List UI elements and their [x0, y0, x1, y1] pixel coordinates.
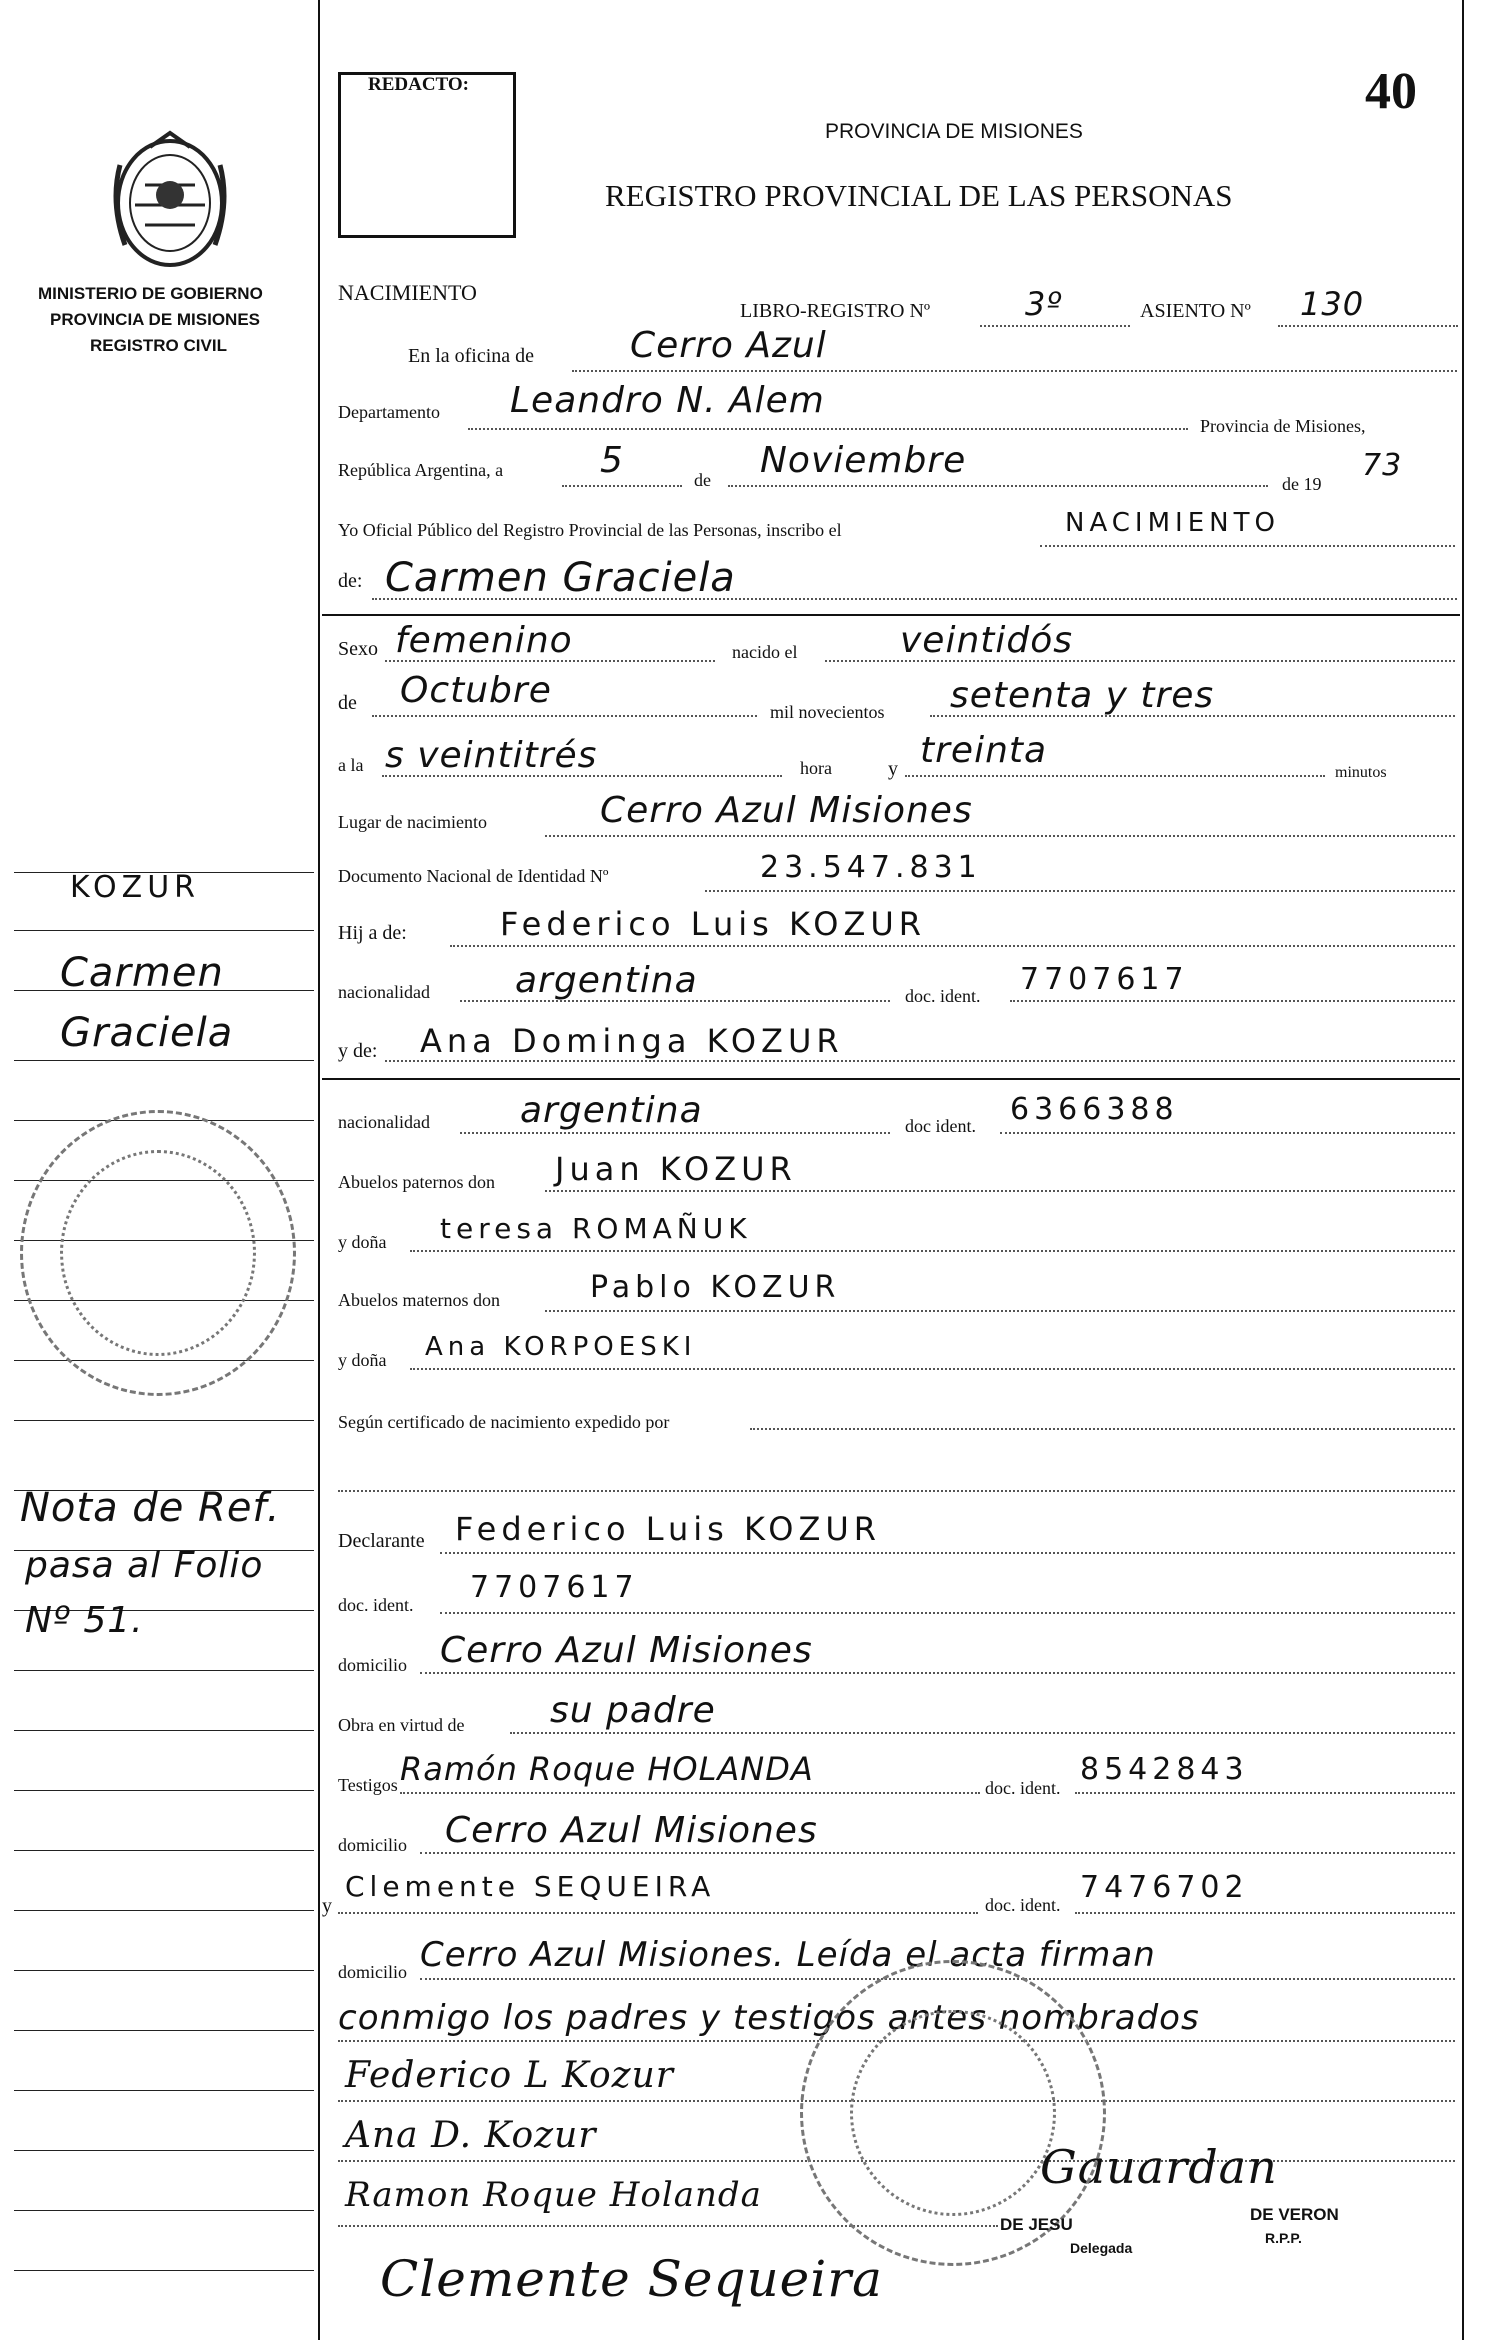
- hijo-label: Hij a de:: [338, 922, 407, 944]
- doc-label: doc. ident.: [905, 986, 981, 1006]
- hora-value: s veintitrés: [385, 735, 598, 776]
- madre-nac-line: [460, 1132, 890, 1134]
- t1-doc-line: [1075, 1792, 1455, 1794]
- inscribo-label: Yo Oficial Público del Registro Provincial de las Personas, inscribo el: [338, 520, 842, 540]
- margin-line: [14, 930, 314, 931]
- declarante-line: [440, 1552, 1455, 1554]
- redacto-label: REDACTO:: [368, 74, 469, 95]
- obra-value: su padre: [550, 1690, 716, 1731]
- signature-witness-2: Clemente Sequeira: [380, 2250, 883, 2308]
- margin-surname: KOZUR: [70, 870, 200, 905]
- anio-value: 73: [1362, 448, 1403, 483]
- padre-nac-value: argentina: [515, 960, 698, 1001]
- margin-line: [14, 2150, 314, 2151]
- madre-value: Ana Dominga KOZUR: [420, 1022, 844, 1060]
- inscribo-value: NACIMIENTO: [1065, 508, 1280, 538]
- note-line-3: Nº 51.: [25, 1600, 144, 1641]
- abuelos-mat-label: Abuelos maternos don: [338, 1290, 500, 1310]
- provincia-label: Provincia de Misiones,: [1200, 416, 1366, 436]
- coat-of-arms-icon: [100, 125, 240, 275]
- de-label-2: de:: [338, 570, 363, 592]
- abuelo-mat-value: Pablo KOZUR: [590, 1270, 841, 1305]
- decl-doc-label: doc. ident.: [338, 1595, 414, 1615]
- registry-title: REGISTRO PROVINCIAL DE LAS PERSONAS: [605, 178, 1233, 213]
- abuelos-pat-label: Abuelos paternos don: [338, 1172, 495, 1192]
- madre-nac-value: argentina: [520, 1090, 703, 1131]
- province-title: PROVINCIA DE MISIONES: [825, 120, 1083, 143]
- doc-label-2: doc ident.: [905, 1116, 976, 1136]
- dia-line: [562, 485, 682, 487]
- libro-label: LIBRO-REGISTRO Nº: [740, 300, 931, 322]
- official-seal-right-inner: [850, 2010, 1056, 2216]
- t1-dom-line: [420, 1852, 1455, 1854]
- abuela-mat-value: Ana KORPOESKI: [425, 1332, 697, 1362]
- dni-label: Documento Nacional de Identidad Nº: [338, 866, 609, 886]
- anio-nac-value: setenta y tres: [950, 675, 1215, 716]
- asiento-value: 130: [1300, 285, 1365, 323]
- lugar-line: [545, 835, 1455, 837]
- testigo1-line: [400, 1792, 980, 1794]
- hora-label: hora: [800, 758, 832, 778]
- signature-father: Federico L Kozur: [345, 2055, 674, 2096]
- redacto-box: [338, 72, 516, 238]
- margin-line: [14, 2030, 314, 2031]
- left-border-line: [318, 0, 320, 2340]
- dia-value: 5: [600, 440, 624, 481]
- domicilio-label-3: domicilio: [338, 1962, 407, 1982]
- margin-line: [14, 1420, 314, 1421]
- signature-mother: Ana D. Kozur: [345, 2115, 597, 2156]
- departamento-line: [468, 428, 1188, 430]
- testigos-label: Testigos: [338, 1775, 398, 1795]
- right-border-line: [1462, 0, 1464, 2340]
- nac-label: nacionalidad: [338, 982, 430, 1002]
- section-rule: [322, 1078, 1460, 1080]
- abuelo-mat-line: [545, 1310, 1455, 1312]
- y-dona-label-2: y doña: [338, 1350, 387, 1370]
- margin-line: [14, 1060, 314, 1061]
- mes-nac-line: [372, 715, 757, 717]
- madre-doc-line: [1000, 1132, 1455, 1134]
- de-label-3: de: [338, 692, 357, 714]
- oficina-line: [572, 370, 1457, 372]
- libro-line: [980, 325, 1130, 327]
- abuela-pat-line: [410, 1250, 1455, 1252]
- margin-line: [14, 2090, 314, 2091]
- note-line-1: Nota de Ref.: [20, 1485, 281, 1531]
- y-label: y: [888, 758, 898, 780]
- margin-line: [14, 1790, 314, 1791]
- obra-label: Obra en virtud de: [338, 1715, 465, 1735]
- departamento-label: Departamento: [338, 402, 440, 422]
- ministry-line-2: PROVINCIA DE MISIONES: [50, 310, 261, 329]
- abuelo-pat-line: [545, 1190, 1455, 1192]
- margin-line: [14, 1670, 314, 1671]
- lugar-label: Lugar de nacimiento: [338, 812, 487, 832]
- domicilio-label-2: domicilio: [338, 1835, 407, 1855]
- margin-line: [14, 1970, 314, 1971]
- lugar-value: Cerro Azul Misiones: [600, 790, 973, 831]
- republica-label: República Argentina, a: [338, 460, 504, 480]
- mes-value: Noviembre: [760, 440, 967, 481]
- declarante-label: Declarante: [338, 1530, 425, 1552]
- stamp-right-2: R.P.P.: [1265, 2230, 1302, 2246]
- record-type-label: NACIMIENTO: [338, 280, 477, 305]
- segun-line-2: [338, 1490, 1455, 1492]
- asiento-line: [1278, 325, 1458, 327]
- minutos-value: treinta: [920, 730, 1048, 771]
- departamento-value: Leandro N. Alem: [510, 380, 825, 421]
- de-anio-label: de 19: [1282, 474, 1322, 494]
- stamp-left-2: Delegada: [1070, 2240, 1133, 2256]
- t2-doc-line: [1075, 1912, 1455, 1914]
- oficina-value: Cerro Azul: [630, 325, 827, 366]
- padre-doc-value: 7707617: [1020, 962, 1189, 997]
- nombre-value: Carmen Graciela: [385, 555, 736, 601]
- y-de-label: y de:: [338, 1040, 378, 1062]
- y-label-2: y: [322, 1895, 332, 1917]
- testigo2-value: Clemente SEQUEIRA: [345, 1870, 716, 1903]
- folio-number: 40: [1365, 63, 1417, 120]
- decl-dom-line: [420, 1672, 1455, 1674]
- oficina-label: En la oficina de: [408, 345, 535, 367]
- domicilio-label: domicilio: [338, 1655, 407, 1675]
- t2-dom-value: Cerro Azul Misiones. Leída el acta firman: [420, 1935, 1156, 1975]
- nacido-label: nacido el: [732, 642, 798, 662]
- libro-value: 3º: [1025, 285, 1063, 323]
- segun-label: Según certificado de nacimiento expedido por: [338, 1412, 670, 1432]
- decl-doc-line: [440, 1612, 1455, 1614]
- closing-value: conmigo los padres y testigos antes nombrados: [338, 1998, 1200, 2038]
- margin-line: [14, 2270, 314, 2271]
- segun-line: [750, 1428, 1455, 1430]
- section-rule: [322, 614, 1460, 616]
- note-line-2: pasa al Folio: [25, 1545, 264, 1586]
- padre-doc-line: [1010, 1000, 1455, 1002]
- sexo-label: Sexo: [338, 638, 378, 660]
- margin-name-2: Graciela: [60, 1010, 234, 1056]
- abuela-pat-value: teresa ROMAÑUK: [440, 1212, 752, 1245]
- stamp-right: DE VERON: [1250, 2205, 1339, 2224]
- t1-dom-value: Cerro Azul Misiones: [445, 1810, 818, 1851]
- nac-label-2: nacionalidad: [338, 1112, 430, 1132]
- dni-line: [705, 890, 1455, 892]
- dni-value: 23.547.831: [760, 850, 982, 885]
- ministry-line-3: REGISTRO CIVIL: [90, 336, 227, 355]
- t1-doc-label: doc. ident.: [985, 1778, 1061, 1798]
- inscribo-line: [1040, 545, 1455, 547]
- abuela-mat-line: [410, 1368, 1455, 1370]
- padre-value: Federico Luis KOZUR: [500, 905, 927, 943]
- signature-witness-1: Ramon Roque Holanda: [345, 2175, 762, 2215]
- decl-doc-value: 7707617: [470, 1570, 639, 1605]
- asiento-label: ASIENTO Nº: [1140, 300, 1251, 322]
- margin-name-1: Carmen: [60, 950, 224, 996]
- margin-line: [14, 2210, 314, 2211]
- margin-line: [14, 1730, 314, 1731]
- minutos-line: [905, 775, 1325, 777]
- margin-line: [14, 1850, 314, 1851]
- testigo2-line: [338, 1912, 978, 1914]
- ministry-line-1: MINISTERIO DE GOBIERNO: [38, 284, 263, 303]
- official-signature: Gauardan: [1040, 2140, 1278, 2194]
- obra-line: [510, 1732, 1455, 1734]
- testigo1-value: Ramón Roque HOLANDA: [400, 1750, 814, 1788]
- t1-doc-value: 8542843: [1080, 1752, 1249, 1787]
- margin-line: [14, 1910, 314, 1911]
- minutos-label: minutos: [1335, 764, 1387, 781]
- padre-line: [450, 945, 1455, 947]
- mil-label: mil novecientos: [770, 702, 885, 722]
- sexo-value: femenino: [395, 620, 573, 661]
- mes-line: [728, 485, 1268, 487]
- a-la-label: a la: [338, 755, 364, 775]
- stamp-left: DE JESU: [1000, 2215, 1073, 2234]
- t2-doc-value: 7476702: [1080, 1870, 1249, 1905]
- t2-doc-label: doc. ident.: [985, 1895, 1061, 1915]
- mes-nac-value: Octubre: [400, 670, 552, 711]
- abuelo-pat-value: Juan KOZUR: [555, 1150, 797, 1188]
- y-dona-label: y doña: [338, 1232, 387, 1252]
- madre-doc-value: 6366388: [1010, 1092, 1179, 1127]
- declarante-value: Federico Luis KOZUR: [455, 1510, 882, 1548]
- nacido-value: veintidós: [900, 620, 1074, 661]
- decl-dom-value: Cerro Azul Misiones: [440, 1630, 813, 1671]
- official-seal-left-inner: [60, 1150, 256, 1356]
- de-label: de: [694, 470, 711, 490]
- madre-line: [385, 1060, 1455, 1062]
